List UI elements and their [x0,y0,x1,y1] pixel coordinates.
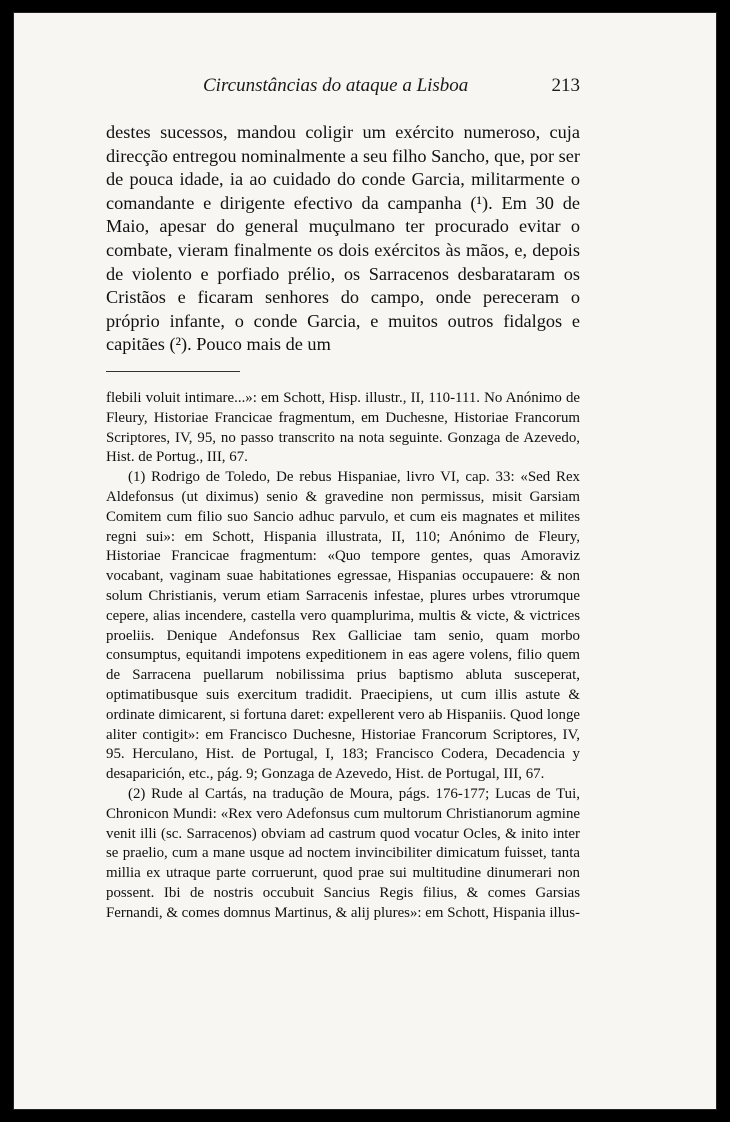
footnote-separator [106,371,240,372]
page-number: 213 [551,75,580,96]
running-title: Circunstâncias do ataque a Lisboa [203,75,469,96]
footnote-1: (1) Rodrigo de Toledo, De rebus Hispaniae, livro VI, cap. 33: «Sed Rex Aldefonsus (ut diximus) senio & gravedine non permissus, misit Garsiam Comitem cum filio suo Sancio adhuc parvulo, et cum eis magnates et milites regni sui»: em Schott, Hispania illustrata, II, 110; Anónimo de Fleury, Historiae Francicae fragmentum: «Quo tempore gentes, quas Amoraviz vocabant, vaginam suae habitationes egressae, Hispanias occupauere: & non solum Christianis, verum etiam Sarracenis infestae, plures urbes vtrorumque cepere, alias incendere, castella vero quamplurima, multis & victe, & victrices proeliis. Denique Andefonsus Rex Galliciae tam senio, quam morbo consumptus, equitandi impotens expeditionem in eas agere volens, filio quem de Sarracena puellarum nobilissima prius baptismo abluta susceperat, optimatibusque suis exercitum tradidit. Praecipiens, ut cum illis astute & ordinate dimicarent, si fortuna daret: expellerent vero ab Hispaniis. Quod longe aliter contigit»: em Francisco Duchesne, Historiae Francorum Scriptores, IV, 95. Herculano, Hist. de Portugal, I, 183; Francisco Codera, Decadencia y desaparición, etc., pág. 9; Gonzaga de Azevedo, Hist. de Portugal, III, 67. [106,469,580,783]
body-paragraph: destes sucessos, mandou coligir um exército numeroso, cuja direcção entregou nominalmente a seu filho Sancho, que, por ser de pouca idade, ia ao cuidado do conde Garcia, militarmente o comandante e dirigente efectivo da campanha (¹). Em 30 de Maio, apesar do general muçulmano ter procurado evitar o combate, vieram finalmente os dois exércitos às mãos, e, depois de violento e porfiado prélio, os Sarracenos desbarataram os Cristãos e ficaram senhores do campo, onde pereceram o próprio infante, o conde Garcia, e muitos outros fidalgos e capitães (²). Pouco mais de um [106,122,580,355]
footnotes [106,389,580,924]
footnote-continuation: flebili voluit intimare...»: em Schott, Hisp. illustr., II, 110-111. No Anónimo de Fleury, Historiae Francicae fragmentum, em Duchesne, Historiae Francorum Scriptores, IV, 95, no passo transcrito na nota seguinte. Gonzaga de Azevedo, Hist. de Portug., III, 67. [106,390,580,466]
book-page [13,12,717,1110]
footnote-2: (2) Rude al Cartás, na tradução de Moura, págs. 176-177; Lucas de Tui, Chronicon Mundi: «Rex vero Adefonsus cum multorum Christianorum agmine venit illi (sc. Sarracenos) obviam ad castrum quod vocatur Ocles, & inito inter se praelio, cum a mane usque ad noctem invincibiliter dimicatum fuisset, tanta millia ex utraque parte corruerunt, quod prae sui multitudine dinumerari non possent. Ibi de nostris occubuit Sancius Regis filius, & comes Garsias Fernandi, & comes domnus Martinus, & alij plures»: em Schott, Hispania illus- [106,785,580,921]
running-head [106,75,580,99]
